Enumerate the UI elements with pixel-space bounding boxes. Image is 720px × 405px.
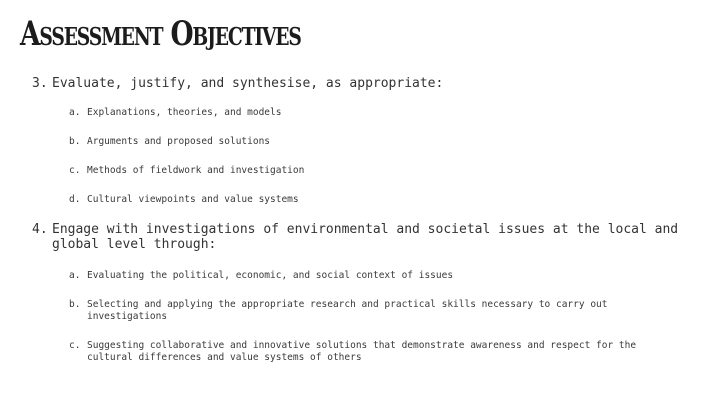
item-text: Selecting and applying the appropriate research and practical skills necessary to carry out investigations xyxy=(87,299,608,322)
list-item xyxy=(69,107,682,119)
objective-number: 4. xyxy=(32,222,48,237)
list-item xyxy=(69,270,682,282)
list-item xyxy=(69,165,682,177)
item-letter: a. xyxy=(69,107,81,118)
page-title: Assessment Objectives xyxy=(20,14,301,54)
item-letter: b. xyxy=(69,136,81,147)
objective-3 xyxy=(32,76,682,91)
objective-4-items xyxy=(32,270,682,364)
objectives-list xyxy=(32,76,682,364)
objective-number: 3. xyxy=(32,76,48,91)
list-item xyxy=(69,136,682,148)
objective-4 xyxy=(32,222,682,252)
item-letter: a. xyxy=(69,270,81,281)
item-letter: d. xyxy=(69,194,81,205)
list-item xyxy=(69,340,682,364)
list-item xyxy=(69,194,682,206)
objective-text: Engage with investigations of environmental and societal issues at the local and global level through: xyxy=(52,222,679,252)
item-letter: c. xyxy=(69,165,81,176)
list-item xyxy=(69,299,682,323)
objective-3-items xyxy=(32,107,682,206)
item-letter: b. xyxy=(69,299,81,310)
item-letter: c. xyxy=(69,340,81,351)
item-text: Cultural viewpoints and value systems xyxy=(87,194,299,205)
item-text: Methods of fieldwork and investigation xyxy=(87,165,305,176)
item-text: Arguments and proposed solutions xyxy=(87,136,271,147)
item-text: Evaluating the political, economic, and social context of issues xyxy=(87,270,454,281)
item-text: Explanations, theories, and models xyxy=(87,107,282,118)
objective-text: Evaluate, justify, and synthesise, as appropriate: xyxy=(52,76,444,91)
item-text: Suggesting collaborative and innovative solutions that demonstrate awareness and respect for the cultural differences and value systems of others xyxy=(87,340,637,363)
